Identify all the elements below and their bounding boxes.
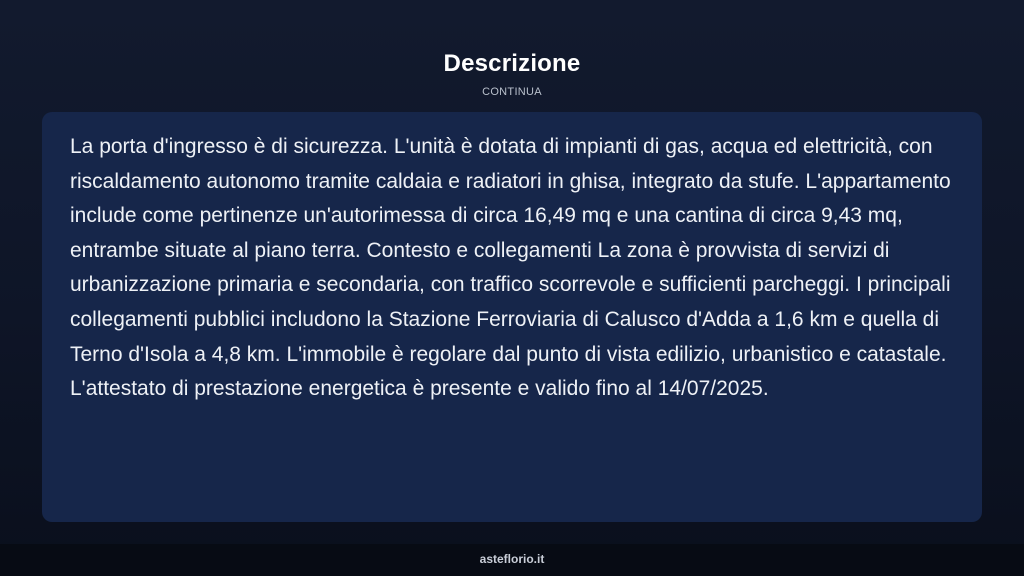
continue-link[interactable]: CONTINUA	[482, 86, 542, 98]
page-title: Descrizione	[443, 50, 581, 77]
description-text: La porta d'ingresso è di sicurezza. L'unità è dotata di impianti di gas, acqua ed elettricità, con riscaldamento autonomo tramite caldaia e radiatori in ghisa, integrato da stufe. L'appartamento include come pertinenze un'autorimessa di circa 16,49 mq e una cantina di circa 9,43 mq, entrambe situate al piano terra. Contesto e collegamenti La zona è provvista di servizi di urbanizzazione primaria e secondaria, con traffico scorrevole e sufficienti parcheggi. I principali collegamenti pubblici includono la Stazione Ferroviaria di Calusco d'Adda a 1,6 km e quella di Terno d'Isola a 4,8 km. L'immobile è regolare dal punto di vista edilizio, urbanistico e catastale. L'attestato di prestazione energetica è presente e valido fino al 14/07/2025.	[70, 135, 951, 401]
description-card	[42, 112, 982, 522]
page-header	[0, 48, 1024, 100]
footer-brand: asteflorio.it	[479, 552, 545, 566]
footer-bar	[0, 544, 1024, 576]
